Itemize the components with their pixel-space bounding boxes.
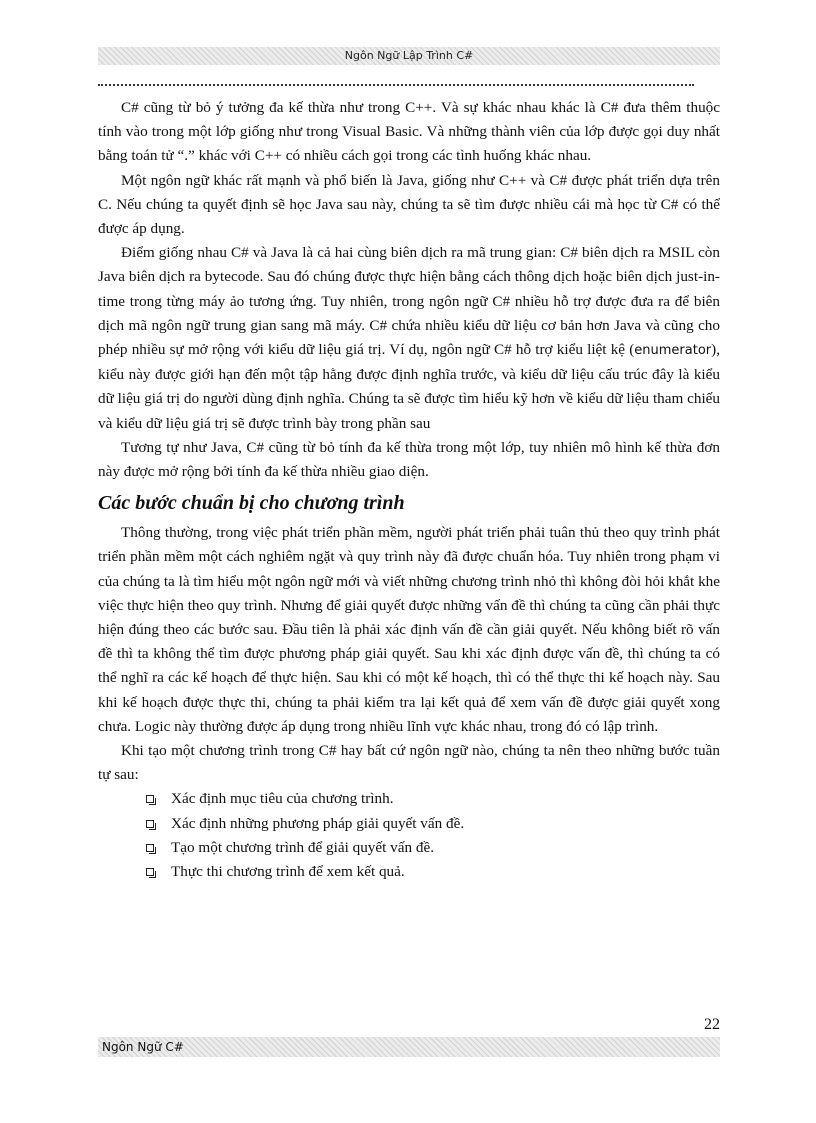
square-bullet-icon (146, 868, 154, 876)
running-footer (98, 1037, 720, 1057)
paragraph: Tương tự như Java, C# cũng từ bỏ tính đa kế thừa trong một lớp, tuy nhiên mô hình kế thừa đơn này được mở rộng bởi tính đa kế thừa nhiều giao diện. (98, 438, 720, 481)
steps-list (98, 787, 720, 884)
body-text (98, 96, 720, 884)
square-bullet-icon (146, 820, 154, 828)
inline-code: enumerator (634, 343, 712, 359)
page-number: 22 (704, 1016, 720, 1033)
square-bullet-icon (146, 795, 154, 803)
list-item: Tạo một chương trình để giải quyết vấn đề. (146, 836, 720, 860)
running-header (98, 47, 720, 65)
header-title: Ngôn Ngữ Lập Trình C# (344, 49, 474, 62)
list-item: Xác định mục tiêu của chương trình. (146, 787, 720, 811)
list-item: Thực thi chương trình để xem kết quả. (146, 860, 720, 884)
paragraph: Một ngôn ngữ khác rất mạnh và phổ biến là Java, giống như C++ và C# được phát triển dựa trên C. Nếu chúng ta quyết định sẽ học Java sau này, chúng ta sẽ tìm được nhiều cái mà học từ C# có thể được áp dụng. (98, 171, 720, 238)
footer-label: Ngôn Ngữ C# (102, 1040, 184, 1054)
paragraph: Thông thường, trong việc phát triển phần mềm, người phát triển phải tuân thủ theo quy trình phát triển phần mềm một cách nghiêm ngặt và quy trình này đã được chuẩn hóa. Tuy nhiên trong phạm vi của chúng ta là tìm hiểu một ngôn ngữ mới và viết những chương trình nhỏ thì không đòi hỏi khắt khe việc thực hiện theo quy trình. Nhưng để giải quyết được những vấn đề thì chúng ta cũng cần phải thực hiện đúng theo các bước sau. Đầu tiên là phải xác định vấn đề cần giải quyết. Nếu không biết rõ vấn đề thì ta không thể tìm được phương pháp giải quyết. Sau khi xác định được vấn đề, thì chúng ta có thể nghĩ ra các kế hoạch để thực hiện. Sau khi có một kế hoạch, thì có thể thực thi kế hoạch này. Sau khi kế hoạch được thực thi, chúng ta phải kiểm tra lại kết quả để xem vấn đề được giải quyết xong chưa. Logic này thường được áp dụng trong nhiều lĩnh vực khác nhau, trong đó có lập trình. (98, 524, 720, 735)
header-dotted-rule (98, 84, 694, 86)
section-heading: Các bước chuẩn bị cho chương trình (98, 492, 405, 515)
paragraph: C# cũng từ bỏ ý tưởng đa kế thừa như trong C++. Và sự khác nhau khác là C# đưa thêm thuộc tính vào trong một lớp giống như trong Visual Basic. Và những thành viên của lớp được gọi duy nhất bằng toán tử “.” khác với C++ có nhiều cách gọi trong các tình huống khác nhau. (98, 99, 720, 165)
list-item: Xác định những phương pháp giải quyết vấn đề. (146, 812, 720, 836)
paragraph: Khi tạo một chương trình trong C# hay bất cứ ngôn ngữ nào, chúng ta nên theo những bước tuần tự sau: (98, 742, 720, 784)
square-bullet-icon (146, 844, 154, 852)
paragraph: Điểm giống nhau C# và Java là cả hai cùng biên dịch ra mã trung gian: C# biên dịch ra MSIL còn Java biên dịch ra bytecode. Sau đó chúng được thực hiện bằng cách thông dịch hoặc biên dịch just-in-time trong từng máy ảo tương ứng. Tuy nhiên, trong ngôn ngữ C# nhiều hỗ trợ được đưa ra để biên dịch mã ngôn ngữ trung gian sang mã máy. C# chứa nhiều kiểu dữ liệu cơ bản hơn Java và cũng cho phép nhiều sự mở rộng với kiểu dữ liệu giá trị. Ví dụ, ngôn ngữ C# hỗ trợ kiểu liệt kệ (enumerator), kiểu này được giới hạn đến một tập hằng được định nghĩa trước, và kiểu dữ liệu cấu trúc đây là kiểu dữ liệu giá trị do người dùng định nghĩa. Chúng ta sẽ được tìm hiểu kỹ hơn về kiểu dữ liệu tham chiếu và kiểu dữ liệu giá trị sẽ được trình bày trong phần sau (98, 244, 720, 432)
